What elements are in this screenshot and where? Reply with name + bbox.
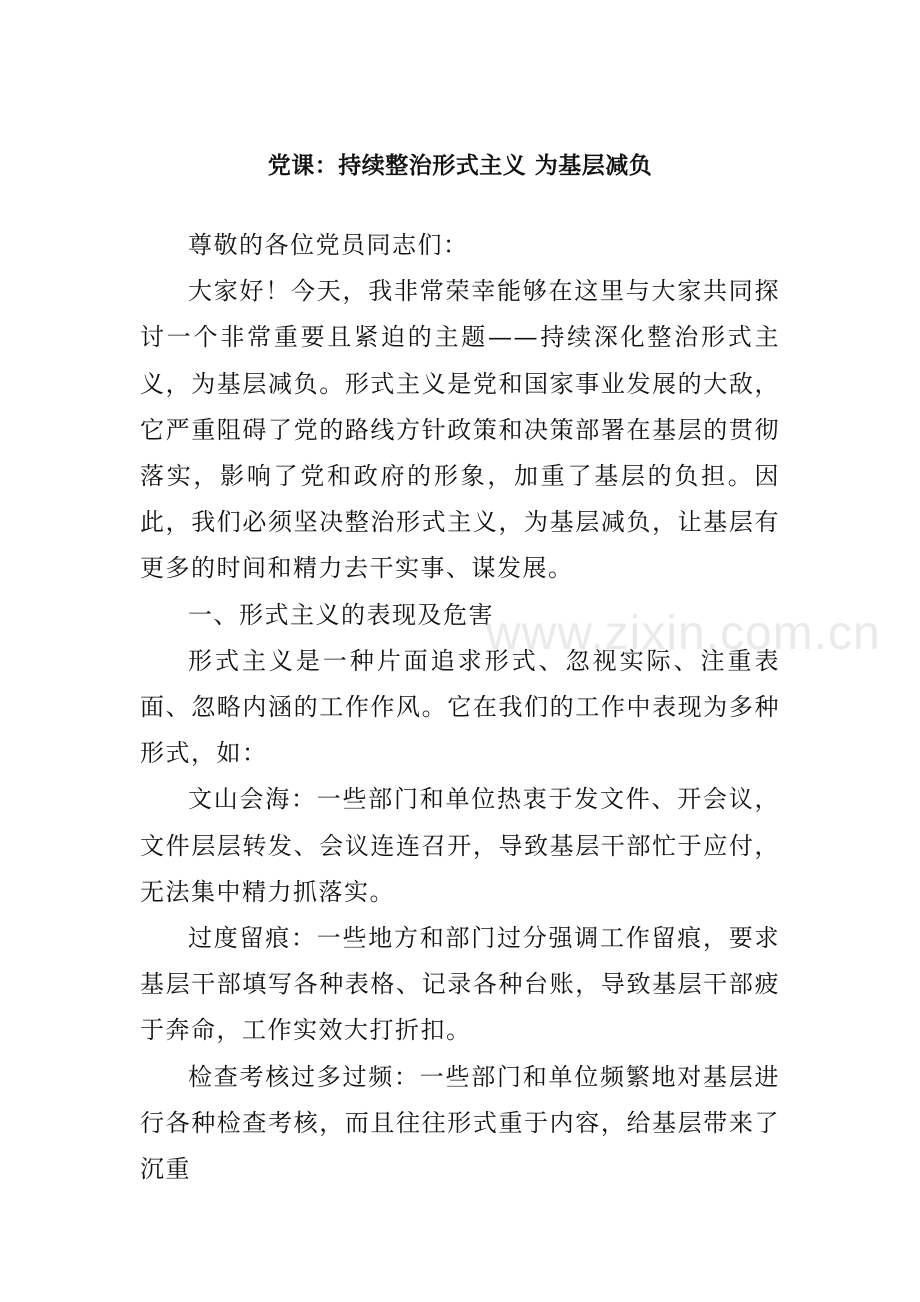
- section-heading: 一、形式主义的表现及危害: [188, 600, 494, 629]
- document-body: [140, 222, 780, 1192]
- paragraph-definition: 形式主义是一种片面追求形式、忽视实际、注重表面、忽略内涵的工作作风。它在我们的工作中表现为多种形式，如：: [140, 646, 780, 768]
- paragraph-meetings: 文山会海：一些部门和单位热衷于发文件、开会议，文件层层转发、会议连连召开，导致基层干部忙于应付，无法集中精力抓落实。: [140, 785, 780, 906]
- paragraph-salutation: 尊敬的各位党员同志们：: [188, 231, 469, 259]
- watermark-text: www.zixin.com.cn: [486, 607, 881, 660]
- paragraph-inspections: 检查考核过多过频：一些部门和单位频繁地对基层进行各种检查考核，而且往往形式重于内容，给基层带来了沉重: [140, 1062, 780, 1184]
- paragraph-traces: 过度留痕：一些地方和部门过分强调工作留痕，要求基层干部填写各种表格、记录各种台账，导致基层干部疲于奔命，工作实效大打折扣。: [140, 924, 780, 1045]
- paragraph-introduction: 大家好！今天，我非常荣幸能够在这里与大家共同探讨一个非常重要且紧迫的主题——持续深化整治形式主义，为基层减负。形式主义是党和国家事业发展的大敌，它严重阻碍了党的路线方针政策和决策部署在基层的贯彻落实，影响了党和政府的形象，加重了基层的负担。因此，我们必须坚决整治形式主义，为基层减负，让基层有更多的时间和精力去干实事、谋发展。: [140, 277, 780, 583]
- document-title: 党课：持续整治形式主义 为基层减负: [267, 153, 653, 179]
